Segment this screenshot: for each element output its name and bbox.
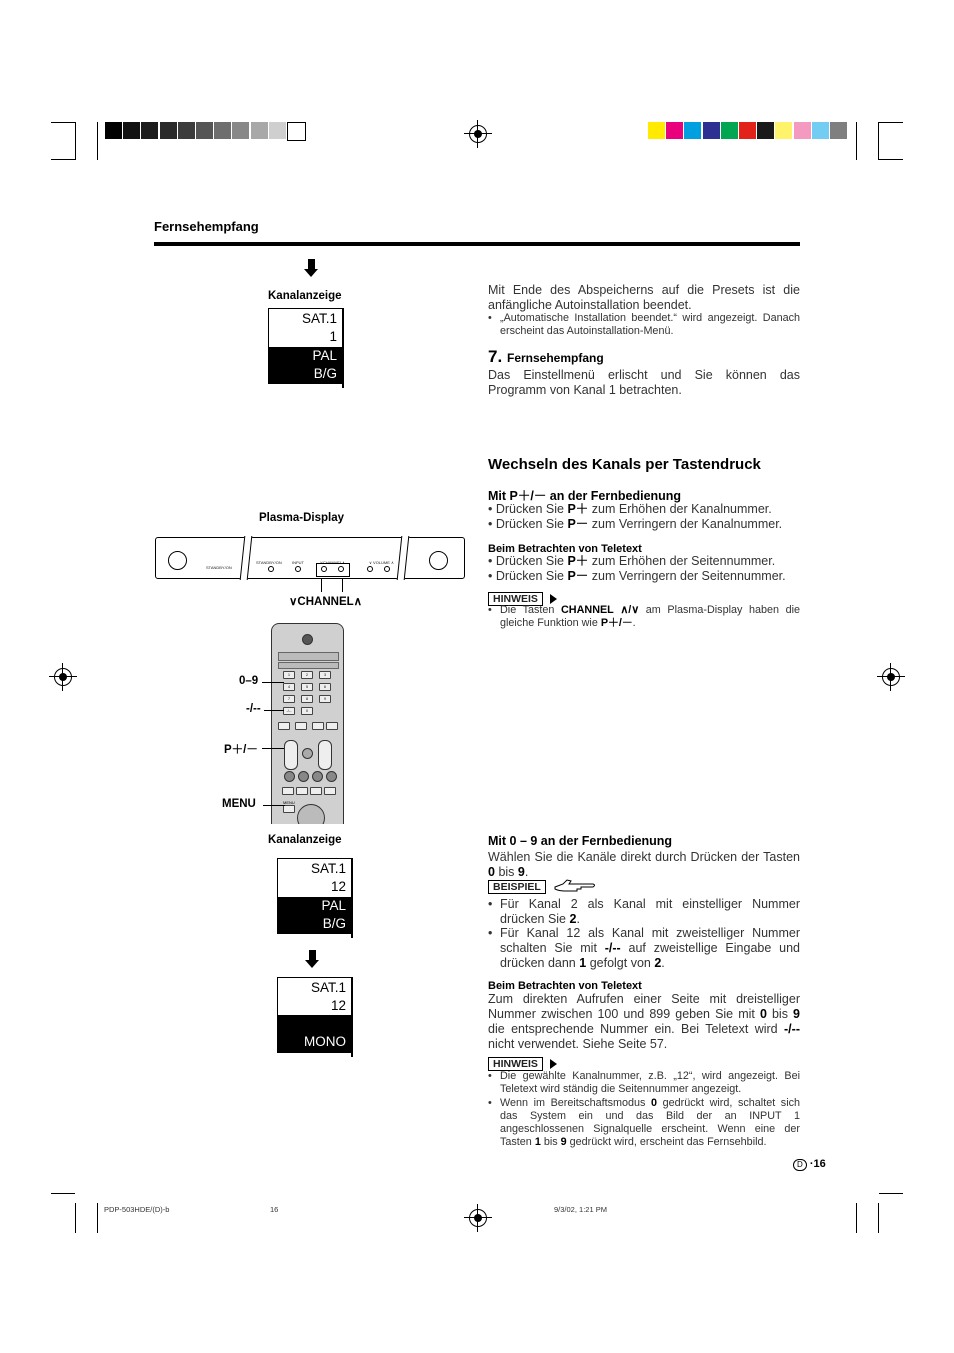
osd-shadow (351, 858, 353, 938)
main-heading: Wechseln des Kanals per Tastendruck (488, 456, 761, 473)
panel-cut-mark (240, 536, 253, 580)
osd-line: 12 (330, 998, 346, 1013)
gray-swatch (178, 122, 195, 139)
remote-key-k2[interactable]: 2 (301, 671, 313, 679)
gray-swatch (141, 122, 158, 139)
osd-line: B/G (313, 366, 337, 381)
remote-dash-label: -/-- (246, 703, 261, 715)
teletext-subheading: Beim Betrachten von Teletext (488, 980, 642, 992)
osd-line: PAL (312, 348, 337, 363)
remote-power-button[interactable] (302, 634, 313, 645)
osd-shadow (351, 977, 353, 1057)
color-swatch (703, 122, 720, 139)
bullet-dot: • (488, 1097, 492, 1109)
osd-line: 1 (329, 329, 337, 344)
beispiel-badge: BEISPIEL (488, 880, 546, 894)
remote-key-k3[interactable]: 3 (319, 671, 331, 679)
channel-display-2 (277, 858, 353, 934)
digits-paragraph: Wählen Sie die Kanäle direkt durch Drücken der Tasten 0 bis 9. (488, 850, 800, 879)
panel-volume-label: ∨ VOLUME ∧ (369, 560, 394, 565)
standby-button[interactable] (268, 566, 274, 572)
leader-line (264, 710, 284, 711)
panel-standby-mid: STANDBY/ON (256, 560, 282, 565)
bullet-dot: • (488, 1070, 492, 1082)
osd-line: 12 (330, 879, 346, 894)
subheading-p-buttons: Mit P＋/－ an der Fernbedienung (488, 489, 682, 503)
osd-line: SAT.1 (301, 311, 337, 326)
color-swatch (775, 122, 792, 139)
plasma-display-panel (155, 537, 465, 579)
panel-channel-label: ∨CHANNEL∧ (320, 560, 345, 565)
footer-page: 16 (270, 1205, 279, 1214)
intro-bullet: „Automatische Installation beendet.“ wird angezeigt. Danach erscheint das Autoinstallation-Menü. (500, 312, 800, 337)
gray-swatch (269, 122, 286, 139)
remote-menu-label: MENU (283, 800, 295, 805)
panel-standby-left: STANDBY/ON (206, 565, 232, 570)
color-swatch (684, 122, 701, 139)
bullet-item: • Drücken Sie P－ zum Verringern der Seitennummer. (488, 569, 786, 583)
registration-mark-left (54, 668, 72, 686)
color-swatch (794, 122, 811, 139)
remote-control (271, 623, 344, 824)
registration-mark-bottom (469, 1209, 487, 1227)
step-text: Das Einstellmenü erlischt und Sie können das Programm von Kanal 1 betrachten. (488, 368, 800, 397)
remote-key-k9[interactable]: 9 (319, 695, 331, 703)
volume-down-button[interactable] (367, 566, 373, 572)
color-swatch (648, 122, 665, 139)
remote-digits-label: 0–9 (239, 675, 259, 687)
leader-line (262, 682, 284, 683)
bullet-dot: • (488, 604, 492, 616)
osd-line: MONO (304, 1034, 346, 1049)
channel-display-1 (268, 308, 344, 384)
bullet-item: • Drücken Sie P＋ zum Erhöhen der Seitennummer. (488, 554, 776, 568)
hinweis-badge: HINWEIS (488, 592, 543, 606)
remote-key-k1[interactable]: 1 (283, 671, 295, 679)
example-bullet: Für Kanal 2 als Kanal mit einstelliger Nummer drücken Sie 2. (500, 897, 800, 926)
bullet-dot: • (488, 312, 492, 324)
remote-volume-rocker[interactable] (318, 740, 332, 770)
remote-function-row[interactable] (278, 652, 339, 661)
channel-display-3 (277, 977, 353, 1053)
color-swatch (812, 122, 829, 139)
remote-nav-pad[interactable] (297, 804, 325, 824)
remote-key-k0[interactable]: 0 (301, 707, 313, 715)
footer-date: 9/3/02, 1:21 PM (554, 1205, 607, 1214)
gray-swatch (123, 122, 140, 139)
remote-key-k6[interactable]: 6 (319, 683, 331, 691)
remote-key-kdash[interactable]: -/-- (283, 707, 295, 715)
remote-key-k4[interactable]: 4 (283, 683, 295, 691)
remote-sleep-row[interactable] (278, 719, 337, 731)
channel-leader-line (342, 578, 343, 592)
speaker-right-icon (429, 551, 448, 570)
bullet-dot: • (488, 926, 493, 940)
remote-key-k5[interactable]: 5 (301, 683, 313, 691)
gray-swatch (105, 122, 122, 139)
color-swatch (666, 122, 683, 139)
remote-function-row[interactable] (278, 662, 339, 669)
gray-swatch (232, 122, 249, 139)
bullet-item: • Drücken Sie P－ zum Verringern der Kanalnummer. (488, 517, 783, 531)
remote-p-rocker[interactable] (284, 740, 298, 770)
remote-menu-button[interactable] (283, 805, 295, 813)
registration-mark-right (882, 668, 900, 686)
subheading-digit-buttons: Mit 0 – 9 an der Fernbedienung (488, 834, 673, 848)
plasma-display-label: Plasma-Display (259, 512, 345, 524)
pointing-hand-icon (553, 876, 597, 894)
remote-color-button[interactable] (312, 771, 323, 782)
gray-swatch (214, 122, 231, 139)
color-swatch (721, 122, 738, 139)
channel-leader-line (321, 578, 322, 592)
step-number: 7. (488, 347, 503, 366)
osd-shadow (342, 308, 344, 388)
arrow-right-icon (550, 594, 557, 604)
osd-line: SAT.1 (310, 861, 346, 876)
volume-up-button[interactable] (384, 566, 390, 572)
header-rule (154, 242, 800, 246)
bullet-dot: • (488, 897, 493, 911)
gray-swatch (160, 122, 177, 139)
section-title: Fernsehempfang (154, 219, 259, 234)
remote-color-button[interactable] (326, 771, 337, 782)
input-button[interactable] (295, 566, 301, 572)
registration-mark-top (469, 125, 487, 143)
remote-color-button[interactable] (284, 771, 295, 782)
osd-line: PAL (321, 898, 346, 913)
hinweis-bullet: Wenn im Bereitschaftsmodus 0 gedrückt wird, schaltet sich das System ein und das Bild der an INPUT 1 angeschlossenen Signalquelle erscheint. Wenn eine der Tasten 1 bis 9 gedrückt wird, erscheint das Fernsehbild. (500, 1097, 800, 1148)
teletext-paragraph: Zum direkten Aufrufen einer Seite mit dreistelliger Nummer zwischen 100 und 899 geben Sie mit 0 bis 9 die entsprechende Nummer ein. Bei Teletext wird -/-- nicht verwendet. Siehe Seite 57. (488, 992, 800, 1051)
remote-p-label: P＋/－ (224, 744, 258, 756)
example-bullet: Für Kanal 12 als Kanal mit zweistelliger Nummer schalten Sie mit -/-- auf zweistellige Eingabe und drücken dann 1 gefolgt von 2. (500, 926, 800, 970)
gray-swatch (287, 122, 306, 141)
gray-swatch (196, 122, 213, 139)
remote-key-k8[interactable]: 8 (301, 695, 313, 703)
panel-cut-mark (397, 536, 410, 580)
bullet-item: • Drücken Sie P＋ zum Erhöhen der Kanalnummer. (488, 502, 772, 516)
hinweis-bullet: Die gewählte Kanalnummer, z.B. „12“, wird angezeigt. Bei Teletext wird ständig die Seitennummer angezeigt. (500, 1070, 800, 1095)
remote-teletext-row[interactable] (282, 785, 334, 795)
remote-mute-button[interactable] (302, 748, 313, 759)
teletext-subheading: Beim Betrachten von Teletext (488, 543, 642, 555)
speaker-left-icon (168, 551, 187, 570)
kanalanzeige-label: Kanalanzeige (268, 290, 342, 302)
gray-swatch (251, 122, 268, 139)
color-swatch (739, 122, 756, 139)
remote-key-k7[interactable]: 7 (283, 695, 295, 703)
leader-line (262, 748, 284, 749)
osd-line: SAT.1 (310, 980, 346, 995)
remote-color-button[interactable] (298, 771, 309, 782)
hinweis-text: Die Tasten CHANNEL ∧/∨ am Plasma-Display haben die gleiche Funktion wie P＋/－. (500, 604, 800, 629)
intro-paragraph: Mit Ende des Abspeicherns auf die Presets ist die anfängliche Autoinstallation beendet. (488, 283, 800, 312)
panel-input-label: INPUT (292, 560, 304, 565)
channel-caption: ∨CHANNEL∧ (289, 596, 363, 608)
color-swatch (757, 122, 774, 139)
hinweis-badge: HINWEIS (488, 1057, 543, 1071)
footer-file: PDP-503HDE/(D)-b (104, 1205, 170, 1214)
language-badge: D (793, 1159, 807, 1171)
osd-line: B/G (322, 916, 346, 931)
remote-menu-caption: MENU (222, 798, 256, 810)
channel-highlight-frame (316, 563, 350, 577)
step-title: Fernsehempfang (507, 351, 604, 365)
leader-line (263, 805, 285, 806)
color-swatch (830, 122, 847, 139)
arrow-right-icon (550, 1059, 557, 1069)
kanalanzeige-label: Kanalanzeige (268, 834, 342, 846)
page-number (793, 1158, 826, 1171)
page-number-text: ·16 (809, 1158, 826, 1170)
